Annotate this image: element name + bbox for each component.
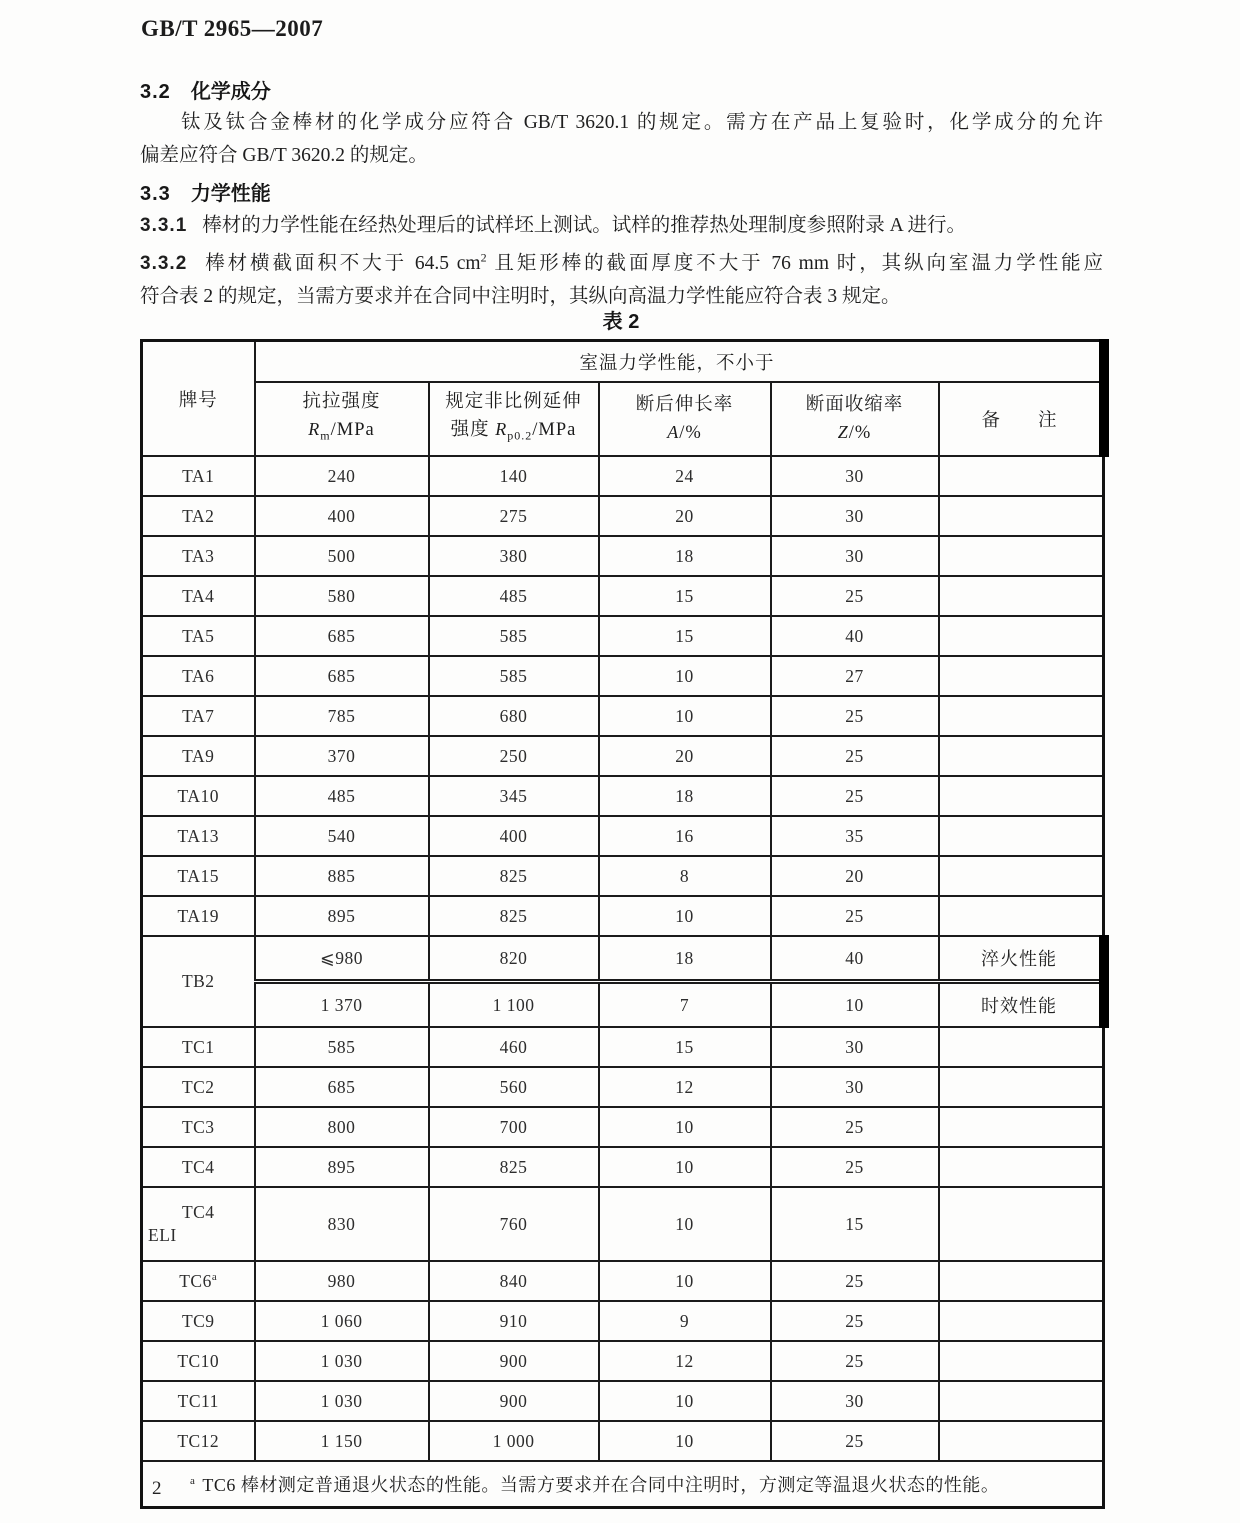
footnote-marker: a [190, 1475, 196, 1487]
remark-cell [939, 856, 1104, 896]
value-cell: 685 [255, 656, 429, 696]
paragraph-3-2 [140, 106, 1103, 172]
grade-cell: TA13 [142, 816, 255, 856]
table-row [142, 616, 1104, 656]
value-cell: 1 370 [255, 982, 429, 1028]
value-cell: 240 [255, 456, 429, 496]
remark-cell: 淬火性能 [939, 936, 1104, 982]
value-cell: 585 [429, 616, 599, 656]
value-cell: 25 [771, 1301, 939, 1341]
value-cell: 10 [771, 982, 939, 1028]
remark-cell [939, 816, 1104, 856]
table-header [142, 341, 1104, 457]
symbol-Z: Z [837, 421, 849, 442]
value-cell: 1 000 [429, 1421, 599, 1461]
section-3-3-heading [140, 177, 271, 206]
paragraph-line: 符合表 2 的规定，当需方要求并在合同中注明时，其纵向高温力学性能应符合表 3 规定。 [140, 286, 901, 307]
value-cell: 580 [255, 576, 429, 616]
value-cell: 15 [599, 576, 771, 616]
value-cell: 485 [255, 776, 429, 816]
header-grade: 牌号 [142, 341, 255, 457]
remark-cell [939, 1341, 1104, 1381]
clause-number: 3.3.2 [140, 253, 188, 274]
value-cell: 40 [771, 616, 939, 656]
value-cell: 35 [771, 816, 939, 856]
grade-cell: TA4 [142, 576, 255, 616]
value-cell: 800 [255, 1107, 429, 1147]
value-cell: 25 [771, 896, 939, 936]
table-row [142, 536, 1104, 576]
value-cell: 10 [599, 656, 771, 696]
grade-cell: TC11 [142, 1381, 255, 1421]
clause-text: 棒材的力学性能在经热处理后的试样坯上测试。试样的推荐热处理制度参照附录 A 进行。 [202, 215, 967, 236]
header-reduction-of-area: 断面收缩率 Z/% [771, 382, 939, 456]
grade-cell: TA5 [142, 616, 255, 656]
grade-cell: TA15 [142, 856, 255, 896]
value-cell: 1 030 [255, 1341, 429, 1381]
footnote-cell [142, 1461, 1104, 1508]
header-elongation: 断后伸长率 A/% [599, 382, 771, 456]
value-cell: ⩽980 [255, 936, 429, 982]
value-cell: 30 [771, 1067, 939, 1107]
value-cell: 30 [771, 456, 939, 496]
value-cell: 15 [599, 1027, 771, 1067]
remark-cell [939, 456, 1104, 496]
value-cell: 10 [599, 896, 771, 936]
page-number: 2 [152, 1478, 162, 1499]
remark-cell [939, 616, 1104, 656]
value-cell: 30 [771, 536, 939, 576]
remark-cell [939, 896, 1104, 936]
value-cell: 1 060 [255, 1301, 429, 1341]
value-cell: 825 [429, 856, 599, 896]
value-cell: 1 150 [255, 1421, 429, 1461]
value-cell: 685 [255, 616, 429, 656]
value-cell: 585 [255, 1027, 429, 1067]
remark-cell [939, 1107, 1104, 1147]
value-cell: 30 [771, 1027, 939, 1067]
value-cell: 25 [771, 1421, 939, 1461]
value-cell: 20 [599, 496, 771, 536]
footnote-text: TC6 棒材测定普通退火状态的性能。当需方要求并在合同中注明时，方测定等温退火状态的性能。 [202, 1475, 1000, 1495]
table-row [142, 982, 1104, 1028]
value-cell: 7 [599, 982, 771, 1028]
grade-cell: TC6$^a$ [142, 1261, 255, 1301]
table-row [142, 1187, 1104, 1261]
value-cell: 10 [599, 1107, 771, 1147]
value-cell: 820 [429, 936, 599, 982]
table-row [142, 776, 1104, 816]
value-cell: 840 [429, 1261, 599, 1301]
value-cell: 900 [429, 1341, 599, 1381]
table-row [142, 1301, 1104, 1341]
value-cell: 10 [599, 1261, 771, 1301]
table-row [142, 1067, 1104, 1107]
value-cell: 500 [255, 536, 429, 576]
value-cell: 1 100 [429, 982, 599, 1028]
value-cell: 400 [429, 816, 599, 856]
value-cell: 785 [255, 696, 429, 736]
grade-cell: TA1 [142, 456, 255, 496]
value-cell: 250 [429, 736, 599, 776]
remark-cell [939, 1027, 1104, 1067]
mechanical-properties-table [140, 339, 1109, 1509]
value-cell: 540 [255, 816, 429, 856]
value-cell: 25 [771, 696, 939, 736]
value-cell: 10 [599, 1187, 771, 1261]
table-footer [142, 1461, 1104, 1508]
paragraph-line: 3.3.2 棒材横截面积不大于 64.5 $cm^2$ 且矩形棒的截面厚度不大于 76 mm 时，其纵向室温力学性能应 [140, 250, 1103, 274]
value-cell: 8 [599, 856, 771, 896]
section-title: 力学性能 [190, 183, 271, 205]
value-cell: 25 [771, 576, 939, 616]
value-cell: 910 [429, 1301, 599, 1341]
table-caption: 表 2 [602, 311, 640, 333]
value-cell: 1 030 [255, 1381, 429, 1421]
grade-cell: TA6 [142, 656, 255, 696]
symbol-A: A [667, 421, 680, 442]
remark-cell [939, 496, 1104, 536]
symbol-Rm: R [308, 418, 321, 439]
grade-cell: TB2 [142, 936, 255, 1027]
remark-cell [939, 696, 1104, 736]
value-cell: 10 [599, 1421, 771, 1461]
header-remark: 备 注 [939, 382, 1104, 456]
value-cell: 980 [255, 1261, 429, 1301]
value-cell: 140 [429, 456, 599, 496]
value-cell: 12 [599, 1067, 771, 1107]
table-row [142, 576, 1104, 616]
grade-cell: TC12 [142, 1421, 255, 1461]
table-row [142, 896, 1104, 936]
value-cell: 895 [255, 1147, 429, 1187]
value-cell: 345 [429, 776, 599, 816]
value-cell: 760 [429, 1187, 599, 1261]
header-room-temp-title: 室温力学性能，不小于 [255, 341, 1104, 383]
value-cell: 10 [599, 696, 771, 736]
value-cell: 460 [429, 1027, 599, 1067]
grade-cell: TC2 [142, 1067, 255, 1107]
value-cell: 10 [599, 1381, 771, 1421]
section-number: 3.2 [140, 81, 171, 103]
value-cell: 27 [771, 656, 939, 696]
standard-number: GB/T 2965—2007 [141, 16, 324, 41]
table-row [142, 1381, 1104, 1421]
grade-cell: TC4 ELI [142, 1187, 255, 1261]
header-proof-strength: 规定非比例延伸 强度 $R_{p0.2}$/MPa [429, 382, 599, 456]
grade-cell: TA3 [142, 536, 255, 576]
value-cell: 560 [429, 1067, 599, 1107]
remark-cell [939, 1421, 1104, 1461]
value-cell: 895 [255, 896, 429, 936]
table-row [142, 816, 1104, 856]
table-row [142, 1341, 1104, 1381]
grade-cell: TC3 [142, 1107, 255, 1147]
value-cell: 380 [429, 536, 599, 576]
paragraph-3-3-1 [140, 209, 1103, 242]
remark-cell [939, 1381, 1104, 1421]
grade-cell: TA10 [142, 776, 255, 816]
value-cell: 20 [599, 736, 771, 776]
remark-cell [939, 1147, 1104, 1187]
remark-cell [939, 1261, 1104, 1301]
remark-cell [939, 656, 1104, 696]
value-cell: 30 [771, 496, 939, 536]
value-cell: 25 [771, 776, 939, 816]
table-row [142, 696, 1104, 736]
value-cell: 275 [429, 496, 599, 536]
value-cell: 825 [429, 1147, 599, 1187]
remark-cell [939, 1187, 1104, 1261]
footnote-row [142, 1461, 1104, 1508]
value-cell: 18 [599, 536, 771, 576]
value-cell: 40 [771, 936, 939, 982]
value-cell: 685 [255, 1067, 429, 1107]
value-cell: 700 [429, 1107, 599, 1147]
remark-cell [939, 1301, 1104, 1341]
value-cell: 885 [255, 856, 429, 896]
value-cell: 12 [599, 1341, 771, 1381]
remark-cell: 时效性能 [939, 982, 1104, 1028]
value-cell: 485 [429, 576, 599, 616]
grade-cell: TA2 [142, 496, 255, 536]
value-cell: 25 [771, 736, 939, 776]
symbol-Rp02: R [495, 418, 508, 439]
value-cell: 680 [429, 696, 599, 736]
paragraph-line: 钛及钛合金棒材的化学成分应符合 GB/T 3620.1 的规定。需方在产品上复验时，化学成分的允许 [181, 112, 1103, 133]
remark-cell [939, 776, 1104, 816]
value-cell: 15 [771, 1187, 939, 1261]
header-row-span [142, 341, 1104, 383]
value-cell: 10 [599, 1147, 771, 1187]
table-row [142, 656, 1104, 696]
value-cell: 400 [255, 496, 429, 536]
value-cell: 30 [771, 1381, 939, 1421]
grade-cell: TA19 [142, 896, 255, 936]
grade-cell: TC10 [142, 1341, 255, 1381]
remark-cell [939, 1067, 1104, 1107]
table-row [142, 936, 1104, 982]
section-number: 3.3 [140, 183, 171, 205]
value-cell: 25 [771, 1147, 939, 1187]
section-title: 化学成分 [190, 81, 271, 103]
table-row [142, 496, 1104, 536]
grade-cell: TA9 [142, 736, 255, 776]
table-row [142, 1107, 1104, 1147]
table-row [142, 856, 1104, 896]
grade-cell: TA7 [142, 696, 255, 736]
section-3-2-heading [140, 75, 271, 104]
value-cell: 25 [771, 1341, 939, 1381]
superscript-2: 2 [480, 250, 487, 265]
table-row [142, 1147, 1104, 1187]
value-cell: 9 [599, 1301, 771, 1341]
value-cell: 830 [255, 1187, 429, 1261]
value-cell: 25 [771, 1261, 939, 1301]
clause-number: 3.3.1 [140, 215, 188, 236]
header-tensile-strength: 抗拉强度 $R_m$/MPa [255, 382, 429, 456]
value-cell: 900 [429, 1381, 599, 1421]
value-cell: 24 [599, 456, 771, 496]
remark-cell [939, 736, 1104, 776]
value-cell: 825 [429, 896, 599, 936]
value-cell: 370 [255, 736, 429, 776]
paragraph-line: 偏差应符合 GB/T 3620.2 的规定。 [140, 145, 428, 166]
remark-cell [939, 536, 1104, 576]
table-row [142, 1421, 1104, 1461]
grade-cell: TC9 [142, 1301, 255, 1341]
remark-cell [939, 576, 1104, 616]
value-cell: 18 [599, 936, 771, 982]
value-cell: 20 [771, 856, 939, 896]
table-row [142, 1027, 1104, 1067]
grade-cell: TC1 [142, 1027, 255, 1067]
value-cell: 15 [599, 616, 771, 656]
grade-cell: TC4 [142, 1147, 255, 1187]
value-cell: 18 [599, 776, 771, 816]
table-row [142, 456, 1104, 496]
table-row [142, 1261, 1104, 1301]
table-body [142, 456, 1104, 1461]
value-cell: 16 [599, 816, 771, 856]
header-row-columns [142, 382, 1104, 456]
value-cell: 25 [771, 1107, 939, 1147]
paragraph-3-3-2 [140, 247, 1103, 313]
table-row [142, 736, 1104, 776]
value-cell: 585 [429, 656, 599, 696]
